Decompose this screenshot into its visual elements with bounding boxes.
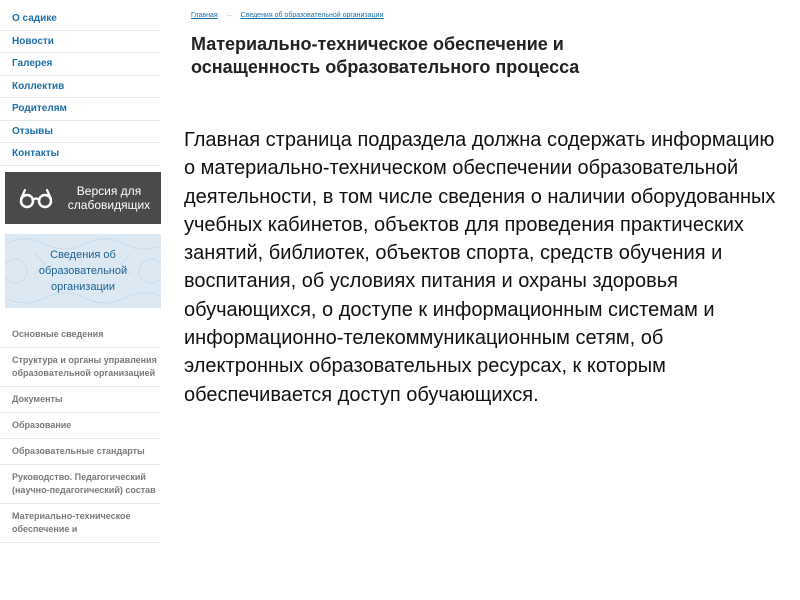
page-title: Материально-техническое обеспечение и оснащенность образовательного процесса	[191, 34, 580, 77]
subnav-item-standards[interactable]: Образовательные стандарты	[0, 439, 160, 465]
low-vision-label: Версия для слабовидящих	[67, 184, 151, 212]
low-vision-button[interactable]	[5, 172, 161, 224]
top-nav	[0, 8, 163, 166]
breadcrumb-current-link[interactable]: Сведения об образовательной организации	[240, 12, 384, 19]
nav-item-parents[interactable]: Родителям	[0, 98, 160, 121]
nav-item-about[interactable]: О садике	[0, 8, 160, 31]
nav-item-news[interactable]: Новости	[0, 31, 160, 54]
subnav-item-documents[interactable]: Документы	[0, 387, 160, 413]
subnav-item-basic-info[interactable]: Основные сведения	[0, 322, 160, 348]
nav-item-staff[interactable]: Коллектив	[0, 76, 160, 99]
subnav-item-material-support[interactable]: Материально-техническое обеспечение и	[0, 504, 160, 543]
subnav-item-leadership[interactable]: Руководство. Педагогический (научно-педагогический) состав	[0, 465, 160, 504]
sidebar	[0, 0, 163, 600]
body-text: Главная страница подраздела должна содержать информацию о материально-техническом обеспечении образовательной деятельности, в том числе сведения о наличии оборудованных учебных кабинетов, объектов для проведения практических занятий, библиотек, объектов спорта, средств обучения и воспитания, об условиях питания и охраны здоровья обучающихся, о доступе к информационным системам и информационно-телекоммуникационным сетям, об электронных образовательных ресурсах, к которым обеспечивается доступ обучающихся.	[184, 129, 776, 406]
breadcrumb-home-link[interactable]: Главная	[191, 12, 218, 19]
breadcrumb-separator: →	[225, 12, 233, 19]
nav-item-reviews[interactable]: Отзывы	[0, 121, 160, 144]
nav-item-gallery[interactable]: Галерея	[0, 53, 160, 76]
glasses-icon	[19, 187, 53, 209]
subnav-item-education[interactable]: Образование	[0, 413, 160, 439]
edu-info-label: Сведения об образовательной организации	[38, 249, 128, 293]
breadcrumb	[191, 12, 383, 19]
edu-info-banner[interactable]	[5, 234, 161, 308]
nav-item-contacts[interactable]: Контакты	[0, 143, 160, 166]
subnav-item-structure[interactable]: Структура и органы управления образовательной организацией	[0, 348, 160, 387]
sub-nav	[0, 322, 163, 543]
